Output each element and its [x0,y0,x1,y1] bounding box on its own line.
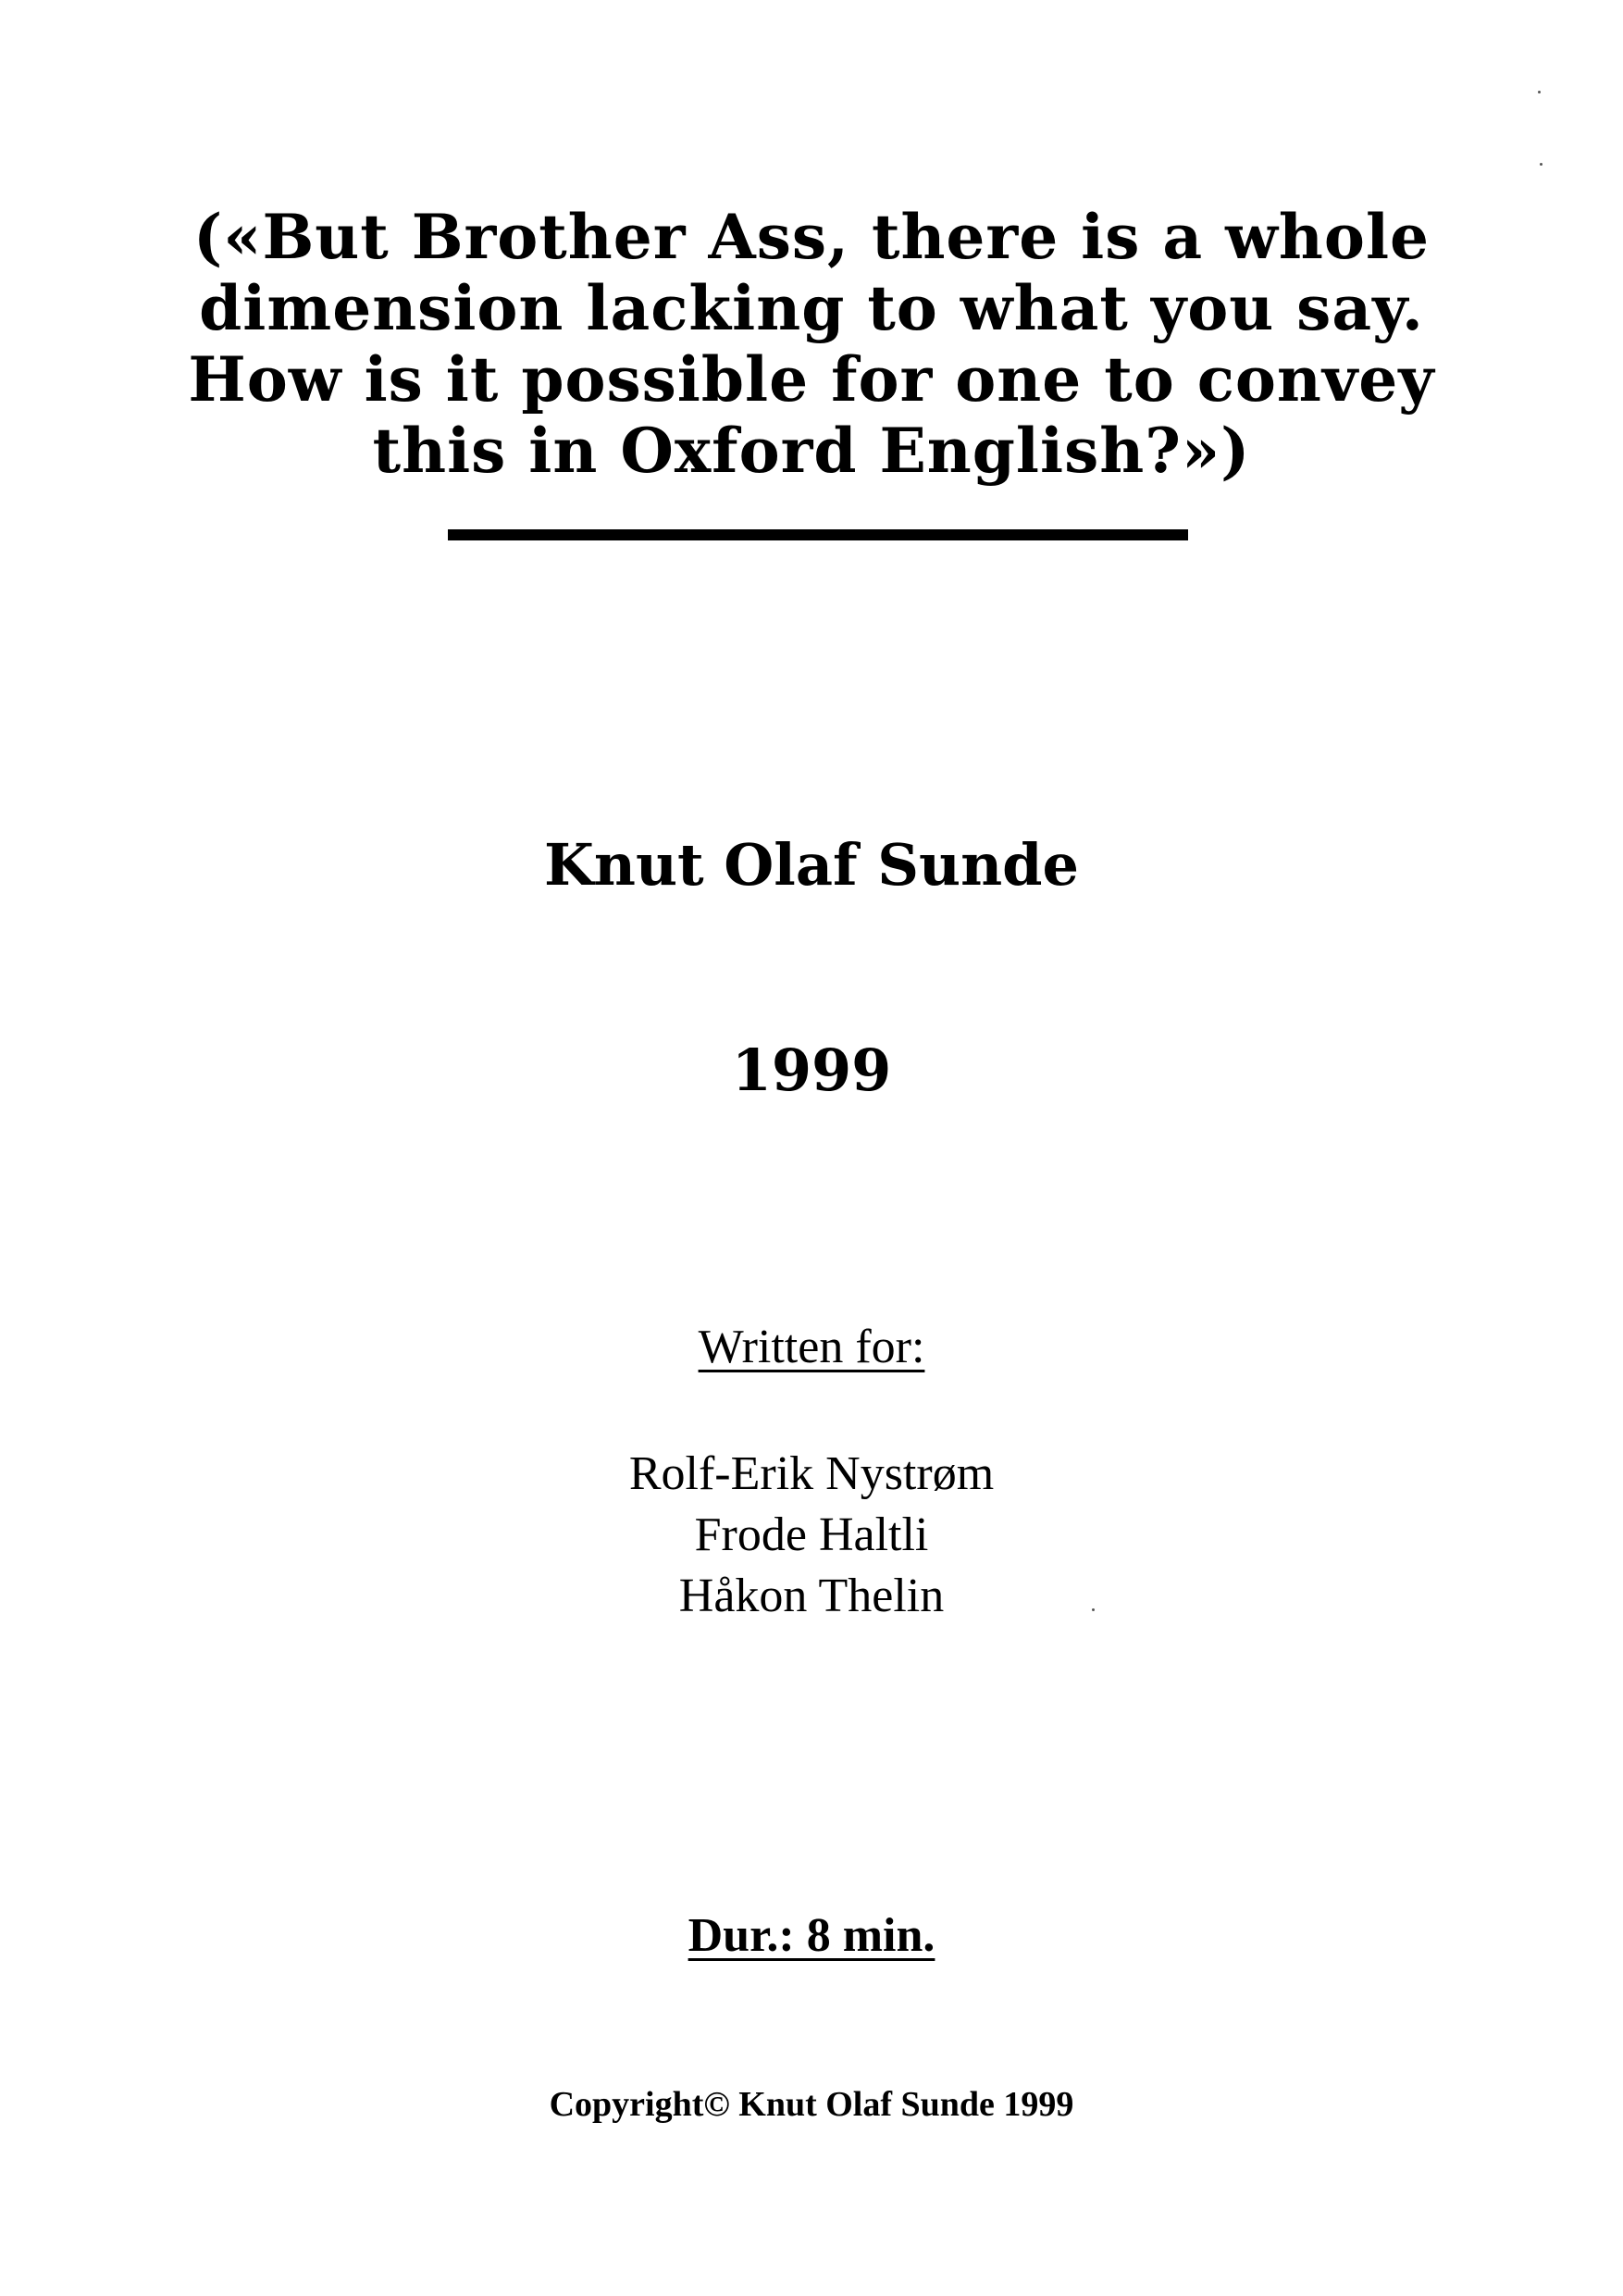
scan-speck [1092,1608,1095,1611]
title-divider-rule [448,529,1188,540]
performer-name: Rolf-Erik Nystrøm [628,1447,995,1500]
copyright-notice: Copyright© Knut Olaf Sunde 1999 [549,2085,1074,2124]
title-line-3: How is it possible for one to convey [188,343,1435,416]
performer-name: Håkon Thelin [678,1570,945,1622]
duration-note: Dur.: 8 min. [688,1909,935,1962]
composition-year: 1999 [731,1036,892,1104]
performer-name: Frode Haltli [694,1508,929,1561]
scan-speck [1540,163,1542,166]
title-line-2: dimension lacking to what you say. [199,272,1424,344]
performer-list [0,1444,1623,1627]
scan-speck [1538,91,1541,93]
written-for-heading: Written for: [698,1321,925,1373]
title-line-4: this in Oxford English?») [372,415,1251,487]
composer-name: Knut Olaf Sunde [544,831,1079,899]
title-quote [0,202,1623,487]
title-line-1: («But Brother Ass, there is a whole [192,201,1431,273]
